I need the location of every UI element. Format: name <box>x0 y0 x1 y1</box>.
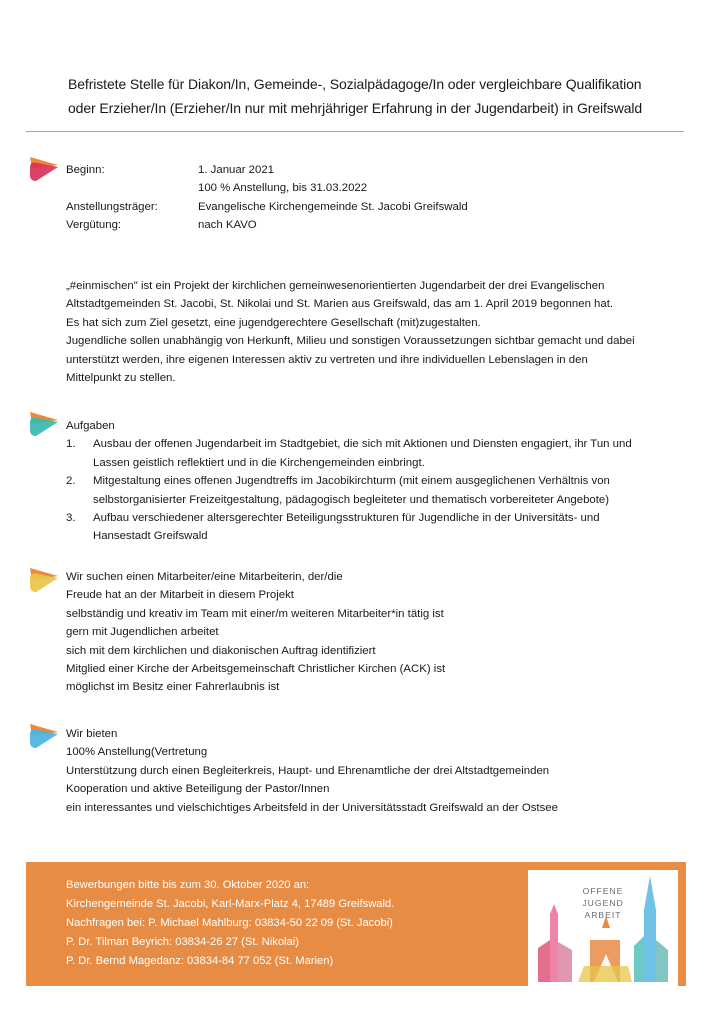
contact-line: P. Dr. Tilman Beyrich: 03834-26 27 (St. Nikolai) <box>66 936 299 948</box>
requirement-line: Mitglied einer Kirche der Arbeitsgemeinschaft Christlicher Kirchen (ACK) ist <box>66 663 446 676</box>
contact-line: Kirchengemeinde St. Jacobi, Karl-Marx-Platz 4, 17489 Greifswald. <box>66 898 395 910</box>
intro-line: Jugendliche sollen unabhängig von Herkunft, Milieu und sonstigen Voraussetzungen sichtbar gemacht und dabei <box>66 335 635 348</box>
tasks-section <box>66 417 676 546</box>
title-divider <box>26 131 684 132</box>
task-line: Ausbau der offenen Jugendarbeit im Stadtgebiet, die sich mit Aktionen und Diensten engagiert, ihr Tun und <box>93 438 632 451</box>
task-line: Hansestadt Greifswald <box>93 530 208 543</box>
job-info <box>66 161 666 235</box>
task-item <box>66 472 676 509</box>
offer-line: Wir bieten <box>66 728 118 740</box>
section-marker-icon <box>28 410 60 438</box>
contact-info <box>66 876 486 971</box>
requirement-line: selbständig und kreativ im Team mit einer/m weiteren Mitarbeiter*in tätig ist <box>66 607 444 620</box>
intro-line: Es hat sich zum Ziel gesetzt, eine jugendgerechtere Gesellschaft (mit)zugestalten. <box>66 316 481 329</box>
intro-line: „#einmischen" ist ein Projekt der kirchlichen gemeinwesenorientierten Jugendarbeit der drei Evangelischen <box>66 280 605 292</box>
requirement-line: möglichst im Besitz einer Fahrerlaubnis ist <box>66 681 280 694</box>
offene-jugendarbeit-logo <box>528 870 678 986</box>
info-row <box>66 179 666 197</box>
intro-line: Altstadtgemeinden St. Jacobi, St. Nikolai und St. Marien aus Greifswald, das am 1. April 2019 begonnen hat. <box>66 298 614 311</box>
info-label: Vergütung: <box>66 219 122 232</box>
task-line: Lassen geistlich reflektiert und in die Kirchengemeinden einbringt. <box>93 456 425 469</box>
info-label: Anstellungsträger: <box>66 200 158 213</box>
info-label <box>66 179 198 197</box>
task-line: selbstorganisierter Freizeitgestaltung, pädagogisch begleiteter und thematisch vorbereiteter Angebote) <box>93 493 610 506</box>
tasks-heading: Aufgaben <box>66 420 115 432</box>
task-line: Aufbau verschiedener altersgerechter Beteiligungsstrukturen für Jugendliche in der Universitäts- und <box>93 512 600 525</box>
info-row <box>66 198 666 216</box>
contact-line: P. Dr. Bernd Magedanz: 03834-84 77 052 (St. Marien) <box>66 955 334 967</box>
title-line: Befristete Stelle für Diakon/In, Gemeinde-, Sozialpädagoge/In oder vergleichbare Qualifikation <box>68 76 642 92</box>
logo-text-line: OFFENE <box>582 886 624 896</box>
requirement-line: gern mit Jugendlichen arbeitet <box>66 626 219 639</box>
info-label: Beginn: <box>66 164 105 176</box>
intro-paragraph <box>66 277 666 387</box>
application-footer <box>26 862 686 986</box>
task-number: 2. <box>66 475 76 488</box>
info-value: 100 % Anstellung, bis 31.03.2022 <box>198 182 368 195</box>
intro-line: Mittelpunkt zu stellen. <box>66 372 176 385</box>
logo-text-line: JUGEND <box>582 898 624 908</box>
requirement-line: sich mit dem kirchlichen und diakonischen Auftrag identifiziert <box>66 644 376 657</box>
info-value: nach KAVO <box>198 219 257 232</box>
task-item <box>66 509 676 546</box>
section-marker-icon <box>28 566 60 594</box>
info-value: 1. Januar 2021 <box>198 164 274 176</box>
offer-line: Unterstützung durch einen Begleiterkreis, Haupt- und Ehrenamtliche der drei Altstadtgemeinden <box>66 764 550 777</box>
requirement-line: Freude hat an der Mitarbeit in diesem Projekt <box>66 589 294 602</box>
offer-line: 100% Anstellung(Vertretung <box>66 746 208 759</box>
contact-line: Nachfragen bei: P. Michael Mahlburg: 03834-50 22 09 (St. Jacobi) <box>66 917 393 929</box>
info-value: Evangelische Kirchengemeinde St. Jacobi Greifswald <box>198 200 468 213</box>
offer-line: Kooperation und aktive Beteiligung der Pastor/Innen <box>66 783 330 796</box>
offer-section <box>66 725 666 817</box>
requirement-line: Wir suchen einen Mitarbeiter/eine Mitarbeiterin, der/die <box>66 571 343 583</box>
requirements-section <box>66 568 666 697</box>
section-marker-icon <box>28 155 60 183</box>
logo-text-line: ARBEIT <box>584 910 622 920</box>
intro-line: unterstützt werden, ihre eigenen Interessen aktiv zu vertreten und ihre individuellen Lebenslagen in den <box>66 353 588 366</box>
task-line: Mitgestaltung eines offenen Jugendtreffs im Jacobikirchturm (mit einem ausgeglichenen Verhältnis von <box>93 475 610 488</box>
info-row <box>66 216 666 234</box>
task-number: 3. <box>66 512 76 525</box>
task-item <box>66 435 676 472</box>
section-marker-icon <box>28 722 60 750</box>
task-number: 1. <box>66 438 76 451</box>
title-line: oder Erzieher/In (Erzieher/In nur mit mehrjähriger Erfahrung in der Jugendarbeit) in Greifswald <box>68 100 643 116</box>
page-title <box>68 72 688 120</box>
offer-line: ein interessantes und vielschichtiges Arbeitsfeld in der Universitätsstadt Greifswald an der Ostsee <box>66 801 558 814</box>
contact-line: Bewerbungen bitte bis zum 30. Oktober 2020 an: <box>66 879 310 891</box>
info-row <box>66 161 666 179</box>
